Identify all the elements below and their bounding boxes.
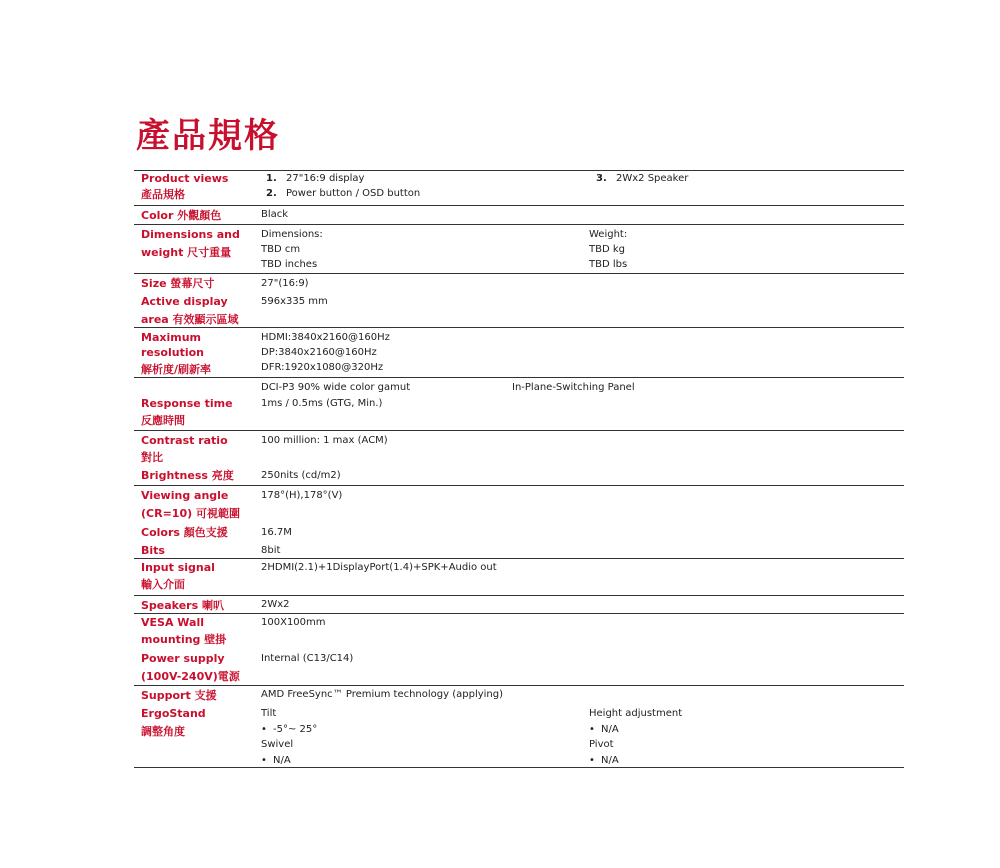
divider [134, 485, 904, 486]
product-views-label: Product views [141, 172, 229, 185]
viewing-angle-label-2: (CR=10) 可視範圍 [141, 507, 240, 520]
active-display-label: Active display [141, 295, 228, 308]
bullet-icon: • [589, 724, 595, 735]
vesa-label: VESA Wall [141, 616, 204, 629]
swivel-value [261, 753, 291, 768]
weight-lbs: TBD lbs [589, 259, 628, 270]
resolution-hdmi: HDMI:3840x2160@160Hz [261, 332, 390, 343]
height-value-text: N/A [601, 724, 619, 735]
divider [134, 273, 904, 274]
item-number: 3. [596, 173, 607, 184]
divider [134, 558, 904, 559]
viewing-angle-label: Viewing angle [141, 489, 229, 502]
speakers-value: 2Wx2 [261, 599, 290, 610]
contrast-value: 100 million: 1 max (ACM) [261, 435, 388, 446]
input-signal-label-zh: 輸入介面 [141, 578, 185, 591]
color-label: Color 外觀顏色 [141, 209, 222, 222]
divider [134, 170, 904, 171]
panel-type: In-Plane-Switching Panel [512, 382, 635, 393]
divider [134, 430, 904, 431]
color-gamut: DCI-P3 90% wide color gamut [261, 382, 411, 393]
dimensions-label: Dimensions and [141, 228, 240, 241]
power-supply-label-2: (100V-240V)電源 [141, 670, 240, 683]
colors-label: Colors 顏色支援 [141, 526, 228, 539]
viewing-angle-value: 178°(H),178°(V) [261, 490, 343, 501]
resolution-label-2: resolution [141, 346, 205, 359]
bits-value: 8bit [261, 545, 281, 556]
height-adjustment-label: Height adjustment [589, 708, 683, 719]
dimensions-inches: TBD inches [261, 259, 318, 270]
dimensions-label-2: weight 尺寸重量 [141, 246, 232, 259]
ergostand-label-zh: 調整角度 [141, 725, 185, 738]
item-number: 2. [266, 188, 277, 199]
product-view-item-1 [266, 171, 364, 186]
divider [134, 205, 904, 206]
divider [134, 685, 904, 686]
brightness-label: Brightness 亮度 [141, 469, 234, 482]
pivot-value [589, 753, 619, 768]
item-text: Power button / OSD button [286, 188, 421, 199]
divider [134, 377, 904, 378]
contrast-label: Contrast ratio [141, 434, 228, 447]
tilt-value [261, 722, 317, 737]
divider [134, 595, 904, 596]
pivot-value-text: N/A [601, 755, 619, 766]
support-label: Support 支援 [141, 689, 217, 702]
weight-title: Weight: [589, 229, 628, 240]
height-adjustment-value [589, 722, 619, 737]
resolution-label: Maximum [141, 331, 201, 344]
size-label: Size 螢幕尺寸 [141, 277, 215, 290]
divider [134, 613, 904, 614]
page-title: 產品規格 [136, 116, 280, 156]
resolution-label-zh: 解析度/刷新率 [141, 363, 212, 376]
weight-kg: TBD kg [589, 244, 625, 255]
bits-label: Bits [141, 544, 165, 557]
resolution-dfr: DFR:1920x1080@320Hz [261, 362, 384, 373]
vesa-value: 100X100mm [261, 617, 326, 628]
bullet-icon: • [261, 755, 267, 766]
product-views-label-zh: 產品規格 [141, 188, 185, 201]
color-value: Black [261, 209, 289, 220]
response-time-label-zh: 反應時間 [141, 414, 185, 427]
product-view-item-3 [596, 171, 688, 186]
speakers-label: Speakers 喇叭 [141, 599, 224, 612]
contrast-label-zh: 對比 [141, 451, 163, 464]
input-signal-label: Input signal [141, 561, 215, 574]
resolution-dp: DP:3840x2160@160Hz [261, 347, 377, 358]
tilt-value-text: -5°~ 25° [273, 724, 318, 735]
input-signal-value: 2HDMI(2.1)+1DisplayPort(1.4)+SPK+Audio out [261, 562, 497, 573]
active-display-area-label: area 有效顯示區域 [141, 313, 239, 326]
swivel-label: Swivel [261, 739, 294, 750]
item-text: 2Wx2 Speaker [616, 173, 689, 184]
item-text: 27"16:9 display [286, 173, 365, 184]
dimensions-title: Dimensions: [261, 229, 323, 240]
divider [134, 327, 904, 328]
size-value: 27"(16:9) [261, 278, 309, 289]
tilt-label: Tilt [261, 708, 277, 719]
item-number: 1. [266, 173, 277, 184]
colors-value: 16.7M [261, 527, 292, 538]
active-area-value: 596x335 mm [261, 296, 328, 307]
vesa-label-2: mounting 壁掛 [141, 633, 227, 646]
divider [134, 224, 904, 225]
power-supply-value: Internal (C13/C14) [261, 653, 354, 664]
response-time-label: Response time [141, 397, 233, 410]
bullet-icon: • [261, 724, 267, 735]
dimensions-cm: TBD cm [261, 244, 301, 255]
response-time-value: 1ms / 0.5ms (GTG, Min.) [261, 398, 383, 409]
bullet-icon: • [589, 755, 595, 766]
pivot-label: Pivot [589, 739, 614, 750]
ergostand-label: ErgoStand [141, 707, 206, 720]
swivel-value-text: N/A [273, 755, 291, 766]
product-view-item-2 [266, 186, 420, 201]
brightness-value: 250nits (cd/m2) [261, 470, 341, 481]
support-value: AMD FreeSync™ Premium technology (applying) [261, 689, 504, 700]
divider [134, 767, 904, 768]
power-supply-label: Power supply [141, 652, 225, 665]
